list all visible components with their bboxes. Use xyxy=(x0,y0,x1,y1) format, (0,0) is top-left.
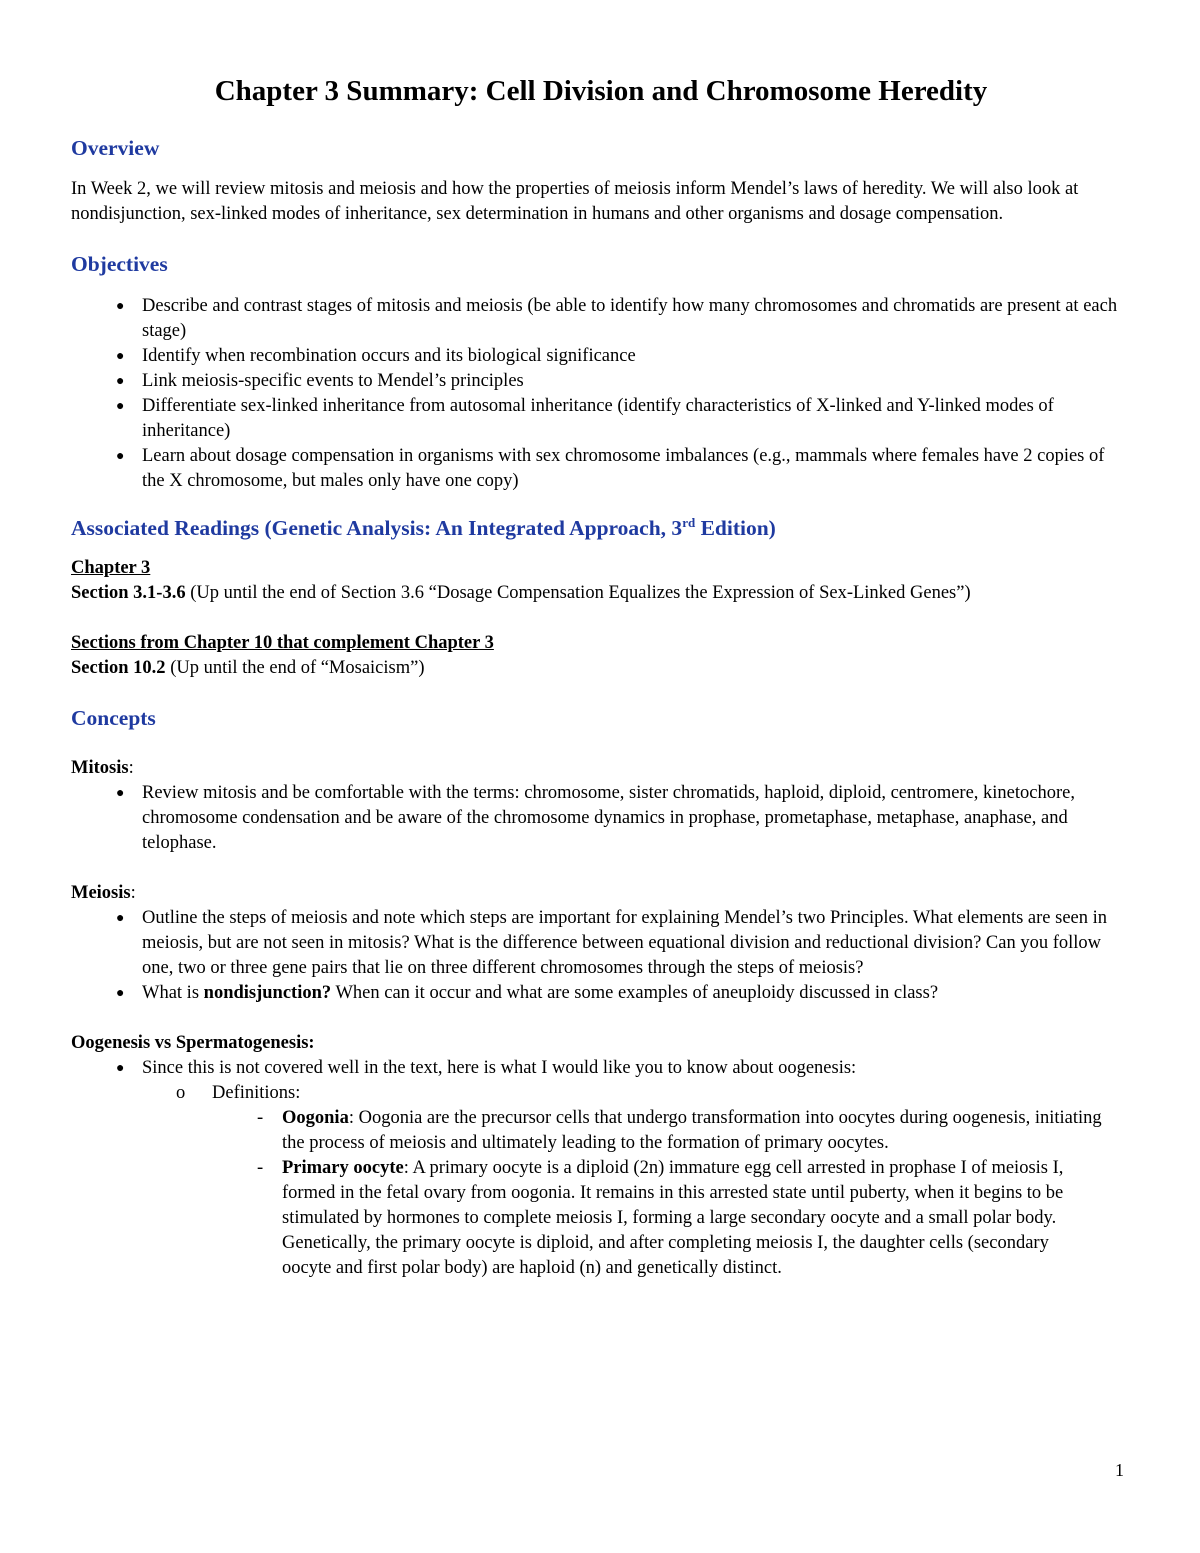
reading-block-line xyxy=(71,656,1131,681)
list-item xyxy=(212,1106,1102,1156)
mitosis-label-text: Mitosis xyxy=(71,758,129,778)
list-item xyxy=(212,1156,1102,1281)
reading-note: (Up until the end of “Mosaicism”) xyxy=(165,658,425,678)
bullet-icon: ● xyxy=(116,449,125,464)
page-number: 1 xyxy=(1115,1460,1124,1480)
label-colon: : xyxy=(130,883,136,903)
readings-heading-end: Edition) xyxy=(695,516,776,540)
meiosis-label xyxy=(71,881,1131,906)
list-item xyxy=(71,1056,1131,1281)
reading-block-line xyxy=(71,581,1131,606)
list-item xyxy=(142,1081,1131,1281)
reading-section: Section 3.1-3.6 xyxy=(71,583,186,603)
bullet-icon: ● xyxy=(116,399,125,414)
oogenesis-list xyxy=(71,1056,1131,1281)
list-item xyxy=(71,981,1131,1006)
meiosis-list xyxy=(71,906,1131,1006)
readings-heading-sup: rd xyxy=(682,514,696,530)
meiosis-text-post: When can it occur and what are some examples of aneuploidy discussed in class? xyxy=(331,983,939,1003)
dash-icon: - xyxy=(257,1108,264,1128)
objective-text: Differentiate sex-linked inheritance from autosomal inheritance (identify characteristics of X-linked and Y-linked modes of inheritance) xyxy=(142,396,1054,441)
objective-text: Learn about dosage compensation in organisms with sex chromosome imbalances (e.g., mammals where females have 2 copies of the X chromosome, but males only have one copy) xyxy=(142,446,1105,491)
oogenesis-text: Since this is not covered well in the text, here is what I would like you to know about oogenesis: xyxy=(142,1058,857,1078)
overview-heading: Overview xyxy=(71,136,160,160)
mitosis-text: Review mitosis and be comfortable with the terms: chromosome, sister chromatids, haploid, diploid, centromere, kinetochore, chromosome condensation and be aware of the chromosome dynamics in prophase, prometaphase, metaphase, anaphase, and telophase. xyxy=(142,783,1075,853)
page-title: Chapter 3 Summary: Cell Division and Chromosome Heredity xyxy=(214,75,988,107)
reading-block-title: Sections from Chapter 10 that complement Chapter 3 xyxy=(71,633,494,653)
meiosis-text: Outline the steps of meiosis and note which steps are important for explaining Mendel’s two Principles. What elements are seen in meiosis, but are not seen in mitosis? What is the difference between equational division and reductional division? Can you follow one, two or three gene pairs that lie on three different chromosomes through the steps of meiosis? xyxy=(142,908,1108,978)
definitions-label: Definitions: xyxy=(212,1083,301,1103)
objective-text: Describe and contrast stages of mitosis and meiosis (be able to identify how many chromosomes and chromatids are present at each stage) xyxy=(142,296,1118,341)
reading-block-title: Chapter 3 xyxy=(71,558,151,578)
objective-text: Identify when recombination occurs and its biological significance xyxy=(142,346,636,366)
reading-section: Section 10.2 xyxy=(71,658,166,678)
list-item xyxy=(71,294,1131,344)
bullet-icon: ● xyxy=(116,299,125,314)
oogenesis-sublist xyxy=(142,1081,1131,1281)
list-item xyxy=(71,394,1131,444)
definition-text: : Oogonia are the precursor cells that undergo transformation into oocytes during oogenesis, initiating the process of meiosis and ultimately leading to the formation of primary oocytes. xyxy=(282,1108,1102,1153)
circle-bullet-icon: o xyxy=(176,1083,186,1103)
meiosis-label-text: Meiosis xyxy=(71,883,131,903)
definitions-list xyxy=(212,1106,1131,1281)
dash-icon: - xyxy=(257,1158,264,1178)
bullet-icon: ● xyxy=(116,986,125,1001)
list-item xyxy=(71,369,1131,394)
meiosis-text-bold: nondisjunction? xyxy=(203,983,332,1003)
mitosis-list xyxy=(71,781,1131,856)
readings-heading-text: Associated Readings (Genetic Analysis: An Integrated Approach, 3 xyxy=(71,516,683,540)
objectives-heading: Objectives xyxy=(71,252,168,276)
label-colon: : xyxy=(128,758,134,778)
list-item xyxy=(71,781,1131,856)
definition-text: : A primary oocyte is a diploid (2n) immature egg cell arrested in prophase I of meiosis I, formed in the fetal ovary from oogonia. It remains in this arrested state until puberty, when it begins to be stimulated by hormones to complete meiosis I, forming a large secondary oocyte and a small polar body. Genetically, the primary oocyte is diploid, and after completing meiosis I, the daughter cells (secondary oocyte and first polar body) are haploid (n) and genetically distinct. xyxy=(282,1158,1064,1278)
meiosis-text-pre: What is xyxy=(142,983,204,1003)
definition-term: Oogonia xyxy=(282,1108,349,1128)
reading-note: (Up until the end of Section 3.6 “Dosage Compensation Equalizes the Expression of Sex-Linked Genes”) xyxy=(185,583,971,603)
mitosis-label xyxy=(71,756,1131,781)
overview-text: In Week 2, we will review mitosis and meiosis and how the properties of meiosis inform Mendel’s laws of heredity. We will also look at nondisjunction, sex-linked modes of inheritance, sex determination in humans and other organisms and dosage compensation. xyxy=(71,179,1079,224)
oogenesis-label: Oogenesis vs Spermatogenesis: xyxy=(71,1033,315,1053)
bullet-icon: ● xyxy=(116,374,125,389)
bullet-icon: ● xyxy=(116,786,125,801)
bullet-icon: ● xyxy=(116,1061,125,1076)
objectives-list xyxy=(71,294,1131,494)
list-item xyxy=(71,906,1131,981)
definition-term: Primary oocyte xyxy=(282,1158,404,1178)
bullet-icon: ● xyxy=(116,349,125,364)
concepts-heading: Concepts xyxy=(71,706,156,730)
document-page xyxy=(71,72,1131,1281)
list-item xyxy=(71,344,1131,369)
bullet-icon: ● xyxy=(116,911,125,926)
readings-heading xyxy=(71,514,1131,542)
objective-text: Link meiosis-specific events to Mendel’s principles xyxy=(142,371,524,391)
list-item xyxy=(71,444,1131,494)
